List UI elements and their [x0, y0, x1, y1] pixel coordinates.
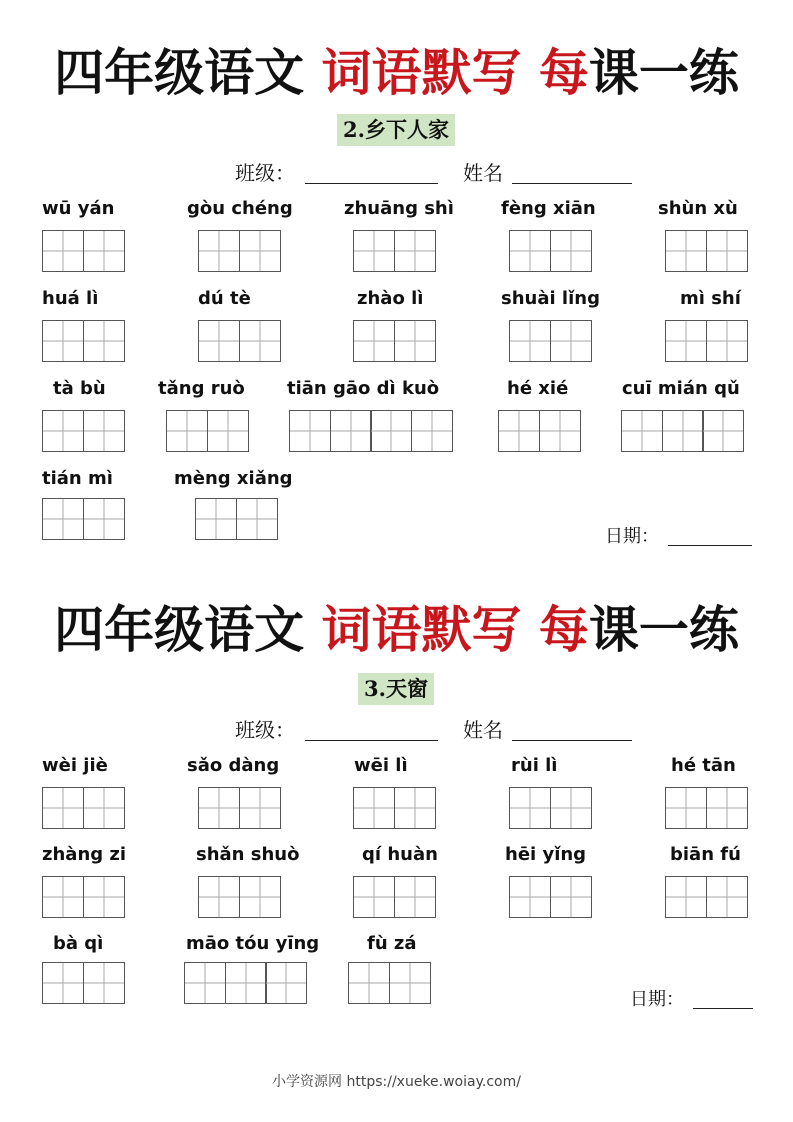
- class-label-2: 班级：: [235, 718, 295, 742]
- date-label-2: 日期：: [630, 989, 684, 1010]
- writing-box-group: [42, 876, 125, 918]
- writing-cell[interactable]: [550, 320, 592, 362]
- writing-cell[interactable]: [702, 410, 744, 452]
- writing-cell[interactable]: [83, 498, 125, 540]
- date-field-1[interactable]: [668, 545, 752, 546]
- pinyin-label: cuī mián qǔ: [622, 378, 740, 399]
- pinyin-label: zhuāng shì: [344, 198, 454, 219]
- writing-box-group: [509, 876, 592, 918]
- writing-cell[interactable]: [394, 876, 436, 918]
- writing-box-group: [509, 320, 592, 362]
- writing-cell[interactable]: [394, 787, 436, 829]
- name-label-2: 姓名: [463, 718, 503, 742]
- writing-box-group: [665, 876, 748, 918]
- writing-cell[interactable]: [348, 962, 390, 1004]
- writing-cell[interactable]: [353, 787, 395, 829]
- writing-cell[interactable]: [42, 962, 84, 1004]
- writing-box-group: [498, 410, 581, 452]
- date-label-1: 日期：: [605, 526, 659, 547]
- writing-box-group: [665, 787, 748, 829]
- pinyin-label: dú tè: [198, 288, 251, 309]
- pinyin-label: rùi lì: [511, 755, 558, 776]
- writing-cell[interactable]: [239, 876, 281, 918]
- pinyin-label: biān fú: [670, 844, 741, 865]
- pinyin-label: tián mì: [42, 468, 113, 489]
- writing-cell[interactable]: [42, 498, 84, 540]
- writing-box-group: [621, 410, 744, 452]
- writing-cell[interactable]: [83, 410, 125, 452]
- writing-cell[interactable]: [42, 320, 84, 362]
- writing-cell[interactable]: [665, 787, 707, 829]
- pinyin-label: shǎn shuò: [196, 844, 300, 865]
- writing-cell[interactable]: [662, 410, 704, 452]
- writing-box-group: [198, 787, 281, 829]
- writing-cell[interactable]: [207, 410, 249, 452]
- writing-cell[interactable]: [706, 787, 748, 829]
- pinyin-label: mèng xiǎng: [174, 468, 293, 489]
- writing-cell[interactable]: [225, 962, 267, 1004]
- pinyin-label: shùn xù: [658, 198, 738, 219]
- writing-cell[interactable]: [239, 320, 281, 362]
- writing-box-group: [353, 787, 436, 829]
- writing-box-group: [42, 962, 125, 1004]
- pinyin-label: tǎng ruò: [158, 378, 245, 399]
- writing-cell[interactable]: [621, 410, 663, 452]
- writing-cell[interactable]: [353, 876, 395, 918]
- writing-cell[interactable]: [509, 230, 551, 272]
- writing-cell[interactable]: [706, 876, 748, 918]
- writing-box-group: [353, 230, 436, 272]
- pinyin-label: huá lì: [42, 288, 99, 309]
- writing-box-group: [353, 876, 436, 918]
- writing-box-group: [42, 498, 125, 540]
- writing-cell[interactable]: [550, 787, 592, 829]
- pinyin-label: fèng xiān: [501, 198, 596, 219]
- writing-cell[interactable]: [394, 320, 436, 362]
- pinyin-label: hēi yǐng: [505, 844, 587, 865]
- writing-cell[interactable]: [706, 320, 748, 362]
- writing-box-group: [42, 410, 125, 452]
- writing-cell[interactable]: [665, 230, 707, 272]
- title-highlight: 词语默写 每: [321, 43, 589, 102]
- writing-cell[interactable]: [166, 410, 208, 452]
- writing-cell[interactable]: [370, 410, 412, 452]
- writing-cell[interactable]: [411, 410, 453, 452]
- writing-cell[interactable]: [539, 410, 581, 452]
- writing-cell[interactable]: [195, 498, 237, 540]
- writing-box-group: [665, 320, 748, 362]
- writing-cell[interactable]: [42, 230, 84, 272]
- pinyin-label: shuài lǐng: [501, 288, 600, 309]
- writing-cell[interactable]: [239, 787, 281, 829]
- writing-box-group: [42, 320, 125, 362]
- writing-box-group: [665, 230, 748, 272]
- lesson-title-2: 3.天窗: [358, 673, 434, 705]
- writing-cell[interactable]: [83, 962, 125, 1004]
- writing-box-group: [166, 410, 249, 452]
- writing-box-group: [198, 230, 281, 272]
- writing-cell[interactable]: [239, 230, 281, 272]
- pinyin-label: tiān gāo dì kuò: [287, 378, 440, 399]
- pinyin-label: gòu chéng: [187, 198, 293, 219]
- writing-box-group: [195, 498, 278, 540]
- writing-cell[interactable]: [353, 320, 395, 362]
- writing-cell[interactable]: [42, 410, 84, 452]
- writing-cell[interactable]: [236, 498, 278, 540]
- pinyin-label: sǎo dàng: [187, 755, 280, 776]
- writing-cell[interactable]: [665, 876, 707, 918]
- pinyin-label: qí huàn: [362, 844, 438, 865]
- class-label-1: 班级：: [235, 161, 295, 185]
- writing-cell[interactable]: [83, 787, 125, 829]
- worksheet-title-2: [0, 600, 793, 660]
- writing-box-group: [509, 787, 592, 829]
- writing-cell[interactable]: [198, 230, 240, 272]
- writing-box-group: [348, 962, 431, 1004]
- writing-cell[interactable]: [550, 876, 592, 918]
- name-label-1: 姓名: [463, 161, 503, 185]
- writing-cell[interactable]: [509, 876, 551, 918]
- pinyin-label: hé tān: [671, 755, 736, 776]
- writing-cell[interactable]: [289, 410, 331, 452]
- writing-cell[interactable]: [706, 230, 748, 272]
- writing-cell[interactable]: [198, 320, 240, 362]
- title-part: 课一练: [588, 43, 739, 102]
- writing-cell[interactable]: [665, 320, 707, 362]
- pinyin-label: bà qì: [53, 933, 104, 954]
- title-part: 四年级语文: [54, 600, 322, 659]
- writing-cell[interactable]: [389, 962, 431, 1004]
- writing-cell[interactable]: [198, 876, 240, 918]
- writing-box-group: [184, 962, 307, 1004]
- title-part: 课一练: [588, 600, 739, 659]
- pinyin-label: hé xié: [507, 378, 569, 399]
- pinyin-label: māo tóu yīng: [186, 933, 320, 954]
- writing-box-group: [198, 876, 281, 918]
- writing-box-group: [353, 320, 436, 362]
- writing-cell[interactable]: [184, 962, 226, 1004]
- pinyin-label: zhàng zi: [42, 844, 127, 865]
- writing-box-group: [509, 230, 592, 272]
- writing-cell[interactable]: [42, 787, 84, 829]
- writing-cell[interactable]: [498, 410, 540, 452]
- title-part: 四年级语文: [54, 43, 322, 102]
- date-field-2[interactable]: [693, 1008, 753, 1009]
- writing-cell[interactable]: [509, 320, 551, 362]
- footer-text: 小学资源网 https://xueke.woiay.com/: [272, 1074, 521, 1090]
- pinyin-label: mì shí: [680, 288, 741, 309]
- name-field-2[interactable]: [512, 740, 632, 741]
- class-field-2[interactable]: [305, 740, 438, 741]
- writing-cell[interactable]: [353, 230, 395, 272]
- title-highlight: 词语默写 每: [321, 600, 589, 659]
- name-field-1[interactable]: [512, 183, 632, 184]
- pinyin-label: wèi jiè: [42, 755, 108, 776]
- pinyin-label: wū yán: [42, 198, 115, 219]
- writing-box-group: [42, 230, 125, 272]
- writing-cell[interactable]: [394, 230, 436, 272]
- worksheet-title-1: [0, 43, 793, 103]
- pinyin-label: tà bù: [53, 378, 106, 399]
- writing-cell[interactable]: [83, 320, 125, 362]
- pinyin-label: wēi lì: [354, 755, 408, 776]
- pinyin-label: fù zá: [367, 933, 417, 954]
- writing-cell[interactable]: [83, 876, 125, 918]
- pinyin-label: zhào lì: [357, 288, 424, 309]
- writing-box-group: [289, 410, 453, 452]
- writing-cell[interactable]: [265, 962, 307, 1004]
- writing-box-group: [198, 320, 281, 362]
- writing-cell[interactable]: [509, 787, 551, 829]
- writing-cell[interactable]: [330, 410, 372, 452]
- writing-cell[interactable]: [550, 230, 592, 272]
- writing-cell[interactable]: [42, 876, 84, 918]
- writing-cell[interactable]: [198, 787, 240, 829]
- class-field-1[interactable]: [305, 183, 438, 184]
- lesson-title-1: 2.乡下人家: [337, 114, 455, 146]
- writing-cell[interactable]: [83, 230, 125, 272]
- writing-box-group: [42, 787, 125, 829]
